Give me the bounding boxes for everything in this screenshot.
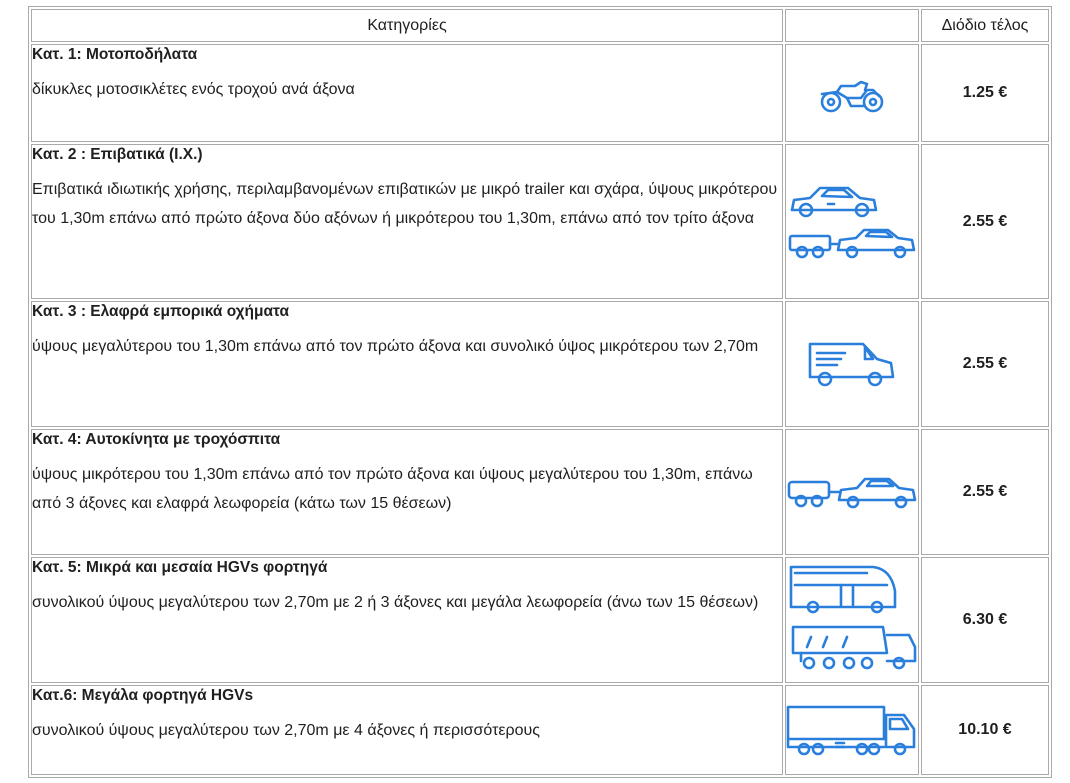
category-cell bbox=[31, 557, 783, 683]
toll-price: 1.25 € bbox=[921, 44, 1049, 142]
category-description: δίκυκλες μοτοσικλέτες ενός τροχού ανά άξονα bbox=[32, 81, 355, 98]
vehicle-icon-cell bbox=[785, 301, 919, 427]
category-title: Κατ.6: Μεγάλα φορτηγά HGVs bbox=[32, 687, 254, 704]
vehicle-icon-cell bbox=[785, 44, 919, 142]
category-description: ύψους μεγαλύτερου του 1,30m επάνω από τον πρώτο άξονα και συνολικό ύψος μικρότερου των 2,70m bbox=[32, 338, 759, 355]
car-with-caravan-icon bbox=[787, 474, 917, 510]
table-row bbox=[31, 44, 1049, 142]
table-row bbox=[31, 685, 1049, 775]
bus-and-dump-truck-icon bbox=[787, 561, 917, 679]
category-title: Κατ. 5: Μικρά και μεσαία HGVs φορτηγά bbox=[32, 559, 328, 576]
category-cell bbox=[31, 301, 783, 427]
category-cell bbox=[31, 429, 783, 555]
category-title: Κατ. 2 : Επιβατικά (Ι.Χ.) bbox=[32, 146, 203, 163]
vehicle-icon-cell bbox=[785, 685, 919, 775]
toll-table bbox=[28, 6, 1052, 778]
header-toll: Διόδιο τέλος bbox=[921, 9, 1049, 42]
table-row bbox=[31, 301, 1049, 427]
category-title: Κατ. 1: Μοτοποδήλατα bbox=[32, 46, 198, 63]
vehicle-icon-cell bbox=[785, 557, 919, 683]
category-cell bbox=[31, 144, 783, 299]
vehicle-icon-cell bbox=[785, 144, 919, 299]
table-row bbox=[31, 429, 1049, 555]
category-description: ύψους μικρότερου του 1,30m επάνω από τον πρώτο άξονα και ύψους μεγαλύτερου του 1,30m, επάνω από 3 άξονες και ελαφρά λεωφορεία (κάτω των 15 θέσεων) bbox=[32, 466, 753, 512]
category-cell bbox=[31, 44, 783, 142]
semi-truck-icon bbox=[786, 703, 918, 757]
category-description: συνολικού ύψους μεγαλύτερου των 2,70m με 2 ή 3 άξονες και μεγάλα λεωφορεία (άνω των 15 θέσεων) bbox=[32, 594, 759, 611]
toll-price: 2.55 € bbox=[921, 429, 1049, 555]
header-categories: Κατηγορίες bbox=[31, 9, 783, 42]
toll-price: 2.55 € bbox=[921, 301, 1049, 427]
table-header-row bbox=[31, 9, 1049, 42]
category-cell bbox=[31, 685, 783, 775]
category-description: Επιβατικά ιδιωτικής χρήσης, περιλαμβανομένων επιβατικών με μικρό trailer και σχάρα, ύψους μικρότερου του 1,30m επάνω από πρώτο άξονα δύο αξόνων ή μικρότερου του 1,30m, επάνω από τον τρίτο άξονα bbox=[32, 181, 778, 227]
toll-price: 6.30 € bbox=[921, 557, 1049, 683]
category-description: συνολικού ύψους μεγαλύτερου των 2,70m με 4 άξονες ή περισσότερους bbox=[32, 722, 541, 739]
van-icon bbox=[807, 339, 897, 389]
vehicle-icon-cell bbox=[785, 429, 919, 555]
category-title: Κατ. 4: Αυτοκίνητα με τροχόσπιτα bbox=[32, 431, 281, 448]
table-row bbox=[31, 557, 1049, 683]
toll-price: 2.55 € bbox=[921, 144, 1049, 299]
motorcycle-icon bbox=[817, 70, 887, 116]
table-row bbox=[31, 144, 1049, 299]
car-and-car-with-trailer-icon bbox=[788, 182, 916, 262]
category-title: Κατ. 3 : Ελαφρά εμπορικά οχήματα bbox=[32, 303, 290, 320]
header-icon bbox=[785, 9, 919, 42]
toll-price: 10.10 € bbox=[921, 685, 1049, 775]
